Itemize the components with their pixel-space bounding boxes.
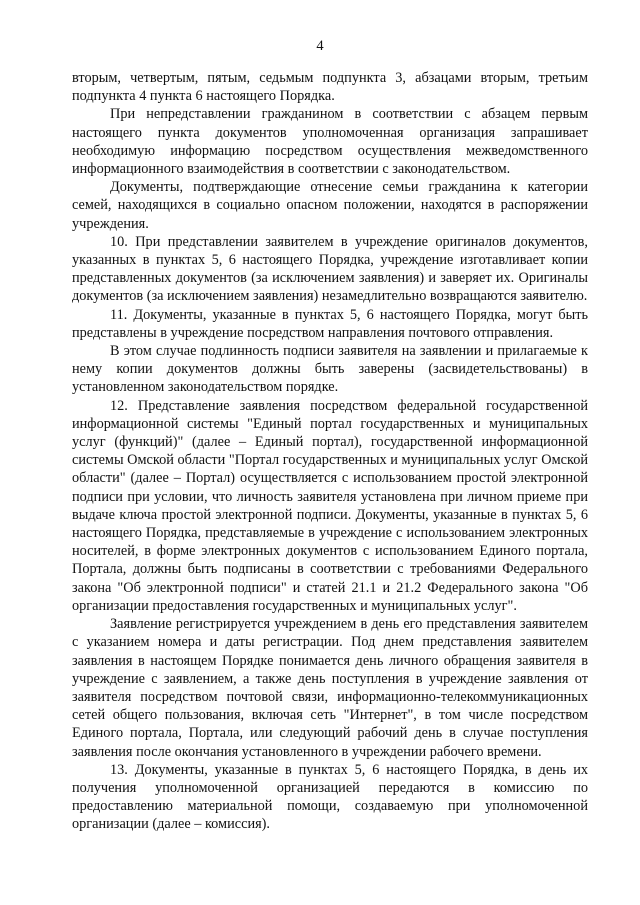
- document-body: [72, 69, 588, 834]
- paragraph-item-13: 13. Документы, указанные в пунктах 5, 6 настоящего Порядка, в день их получения уполномоченной организацией передаются в комиссию по предоставлению материальной помощи, создаваемую при уполномоченной организации (далее – комиссия).: [72, 761, 588, 833]
- paragraph-item-12: 12. Представление заявления посредством федеральной государственной информационной системы "Единый портал государственных и муниципальных услуг (функций)" (далее – Единый портал), государственной информационной системы Омской области "Портал государственных и муниципальных услуг Омской области" (далее – Портал) осуществляется с использованием простой электронной подписи при условии, что личность заявителя установлена при личном приеме при выдаче ключа простой электронной подписи. Документы, указанные в пунктах 5, 6 настоящего Порядка, представляемые в учреждение с использованием электронных носителей, в форме электронных документов с использованием Единого портала, Портала, должны быть подписаны в соответствии с требованиями Федерального закона "Об электронной подписи" и статей 21.1 и 21.2 Федерального закона "Об организации предоставления государственных и муниципальных услуг".: [72, 397, 588, 614]
- paragraph-interagency-request: При непредставлении гражданином в соответствии с абзацем первым настоящего пункта документов уполномоченная организация запрашивает необходимую информацию посредством осуществления межведомственного информационного взаимодействия в соответствии с законодательством.: [72, 106, 588, 178]
- page-number: 4: [316, 38, 324, 54]
- paragraph-signature-certification: В этом случае подлинность подписи заявителя на заявлении и прилагаемые к нему копии документов должны быть заверены (засвидетельствованы) в установленном законодательством порядке.: [72, 343, 588, 396]
- paragraph-family-category-documents: Документы, подтверждающие отнесение семьи гражданина к категории семей, находящихся в социально опасном положении, находятся в распоряжении учреждения.: [72, 179, 588, 232]
- paragraph-item-10: 10. При представлении заявителем в учреждение оригиналов документов, указанных в пунктах 5, 6 настоящего Порядка, учреждение изготавливает копии представленных документов (за исключением заявления) и заверяет их. Оригиналы документов (за исключением заявления) незамедлительно возвращаются заявителю.: [72, 233, 588, 305]
- paragraph-item-11: 11. Документы, указанные в пунктах 5, 6 настоящего Порядка, могут быть представлены в учреждение посредством направления почтового отправления.: [72, 306, 588, 341]
- paragraph-continuation: вторым, четвертым, пятым, седьмым подпункта 3, абзацами вторым, третьим подпункта 4 пункта 6 настоящего Порядка.: [72, 70, 588, 105]
- paragraph-registration: Заявление регистрируется учреждением в день его представления заявителем с указанием номера и даты регистрации. Под днем представления заявителем заявления в настоящем Порядке понимается день личного обращения заявителя в учреждение с заявлением, а также день поступления в учреждение заявления от заявителя посредством почтовой связи, информационно-телекоммуникационных сетей общего пользования, включая сеть "Интернет", в том числе посредством Единого портала, Портала, или следующий рабочий день в случае поступления заявления после окончания установленного в учреждении рабочего времени.: [72, 616, 588, 760]
